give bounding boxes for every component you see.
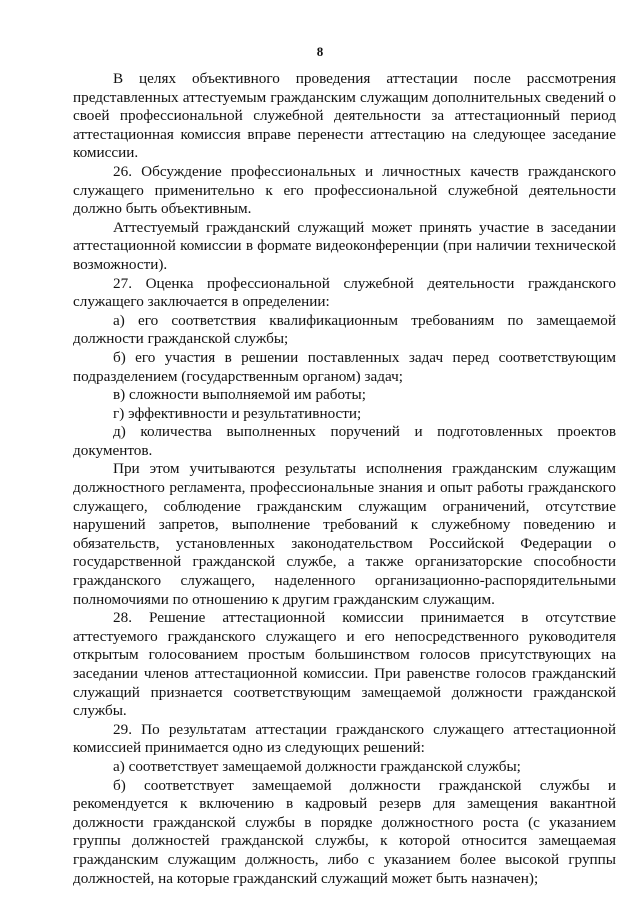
list-item-27-b: б) его участия в решении поставленных задач перед соответствующим подразделением (государственным органом) задач; [73, 348, 616, 385]
list-item-27-g: г) эффективности и результативности; [113, 404, 362, 422]
paragraph-27: 27. Оценка профессиональной служебной деятельности гражданского служащего заключается в определении: [73, 274, 616, 311]
list-item-27-d: д) количества выполненных поручений и подготовленных проектов документов. [73, 423, 616, 459]
paragraph-26: 26. Обсуждение профессиональных и личностных качеств гражданского служащего применительно к его профессиональной служебной деятельности должно быть объективным. [73, 162, 616, 218]
list-item-29-a: а) соответствует замещаемой должности гражданской службы; [113, 757, 521, 775]
list-item-27-a: а) его соответствия квалификационным требованиям по замещаемой должности гражданской службы; [73, 311, 616, 348]
paragraph-considerations: При этом учитываются результаты исполнения гражданским служащим должностного регламента, профессиональные знания и опыт работы гражданского служащего, соблюдение гражданским служащим ограничений, отсутствие нарушений запретов, выполнение требований к служебному поведению и обязательств, установленных законодательством Российской Федерации о государственной гражданской службе, а также организаторские способности гражданского служащего, наделенного организационно-распорядительными полномочиями по отношению к другим гражданским служащим. [73, 460, 616, 608]
paragraph-29: 29. По результатам аттестации гражданского служащего аттестационной комиссией принимается одно из следующих решений: [73, 720, 616, 757]
paragraph-attestation-postpone: В целях объективного проведения аттестации после рассмотрения представленных аттестуемым гражданским служащим дополнительных сведений о своей профессиональной служебной деятельности за аттестационный период аттестационная комиссия вправе перенести аттестацию на следующее заседание комиссии. [73, 70, 616, 162]
list-item-29-b: б) соответствует замещаемой должности гражданской службы и рекомендуется к включению в кадровый резерв для замещения вакантной должности гражданской службы в порядке должностного роста (с указанием группы должностей гражданской службы, к которой относится замещаемая гражданским служащим должность, либо с указанием более высокой группы должностей, на которые гражданский служащий может быть назначен); [73, 776, 616, 887]
paragraph-28: 28. Решение аттестационной комиссии принимается в отсутствие аттестуемого гражданского служащего и его непосредственного руководителя открытым голосованием простым большинством голосов присутствующих на заседании членов аттестационной комиссии. При равенстве голосов гражданский служащий признается соответствующим замещаемой должности гражданской службы. [73, 609, 616, 720]
paragraph-videoconference: Аттестуемый гражданский служащий может принять участие в заседании аттестационной комиссии в формате видеоконференции (при наличии технической возможности). [73, 218, 616, 273]
document-body [73, 70, 616, 888]
page-number: 8 [316, 44, 324, 59]
list-item-27-v: в) сложности выполняемой им работы; [113, 386, 366, 404]
